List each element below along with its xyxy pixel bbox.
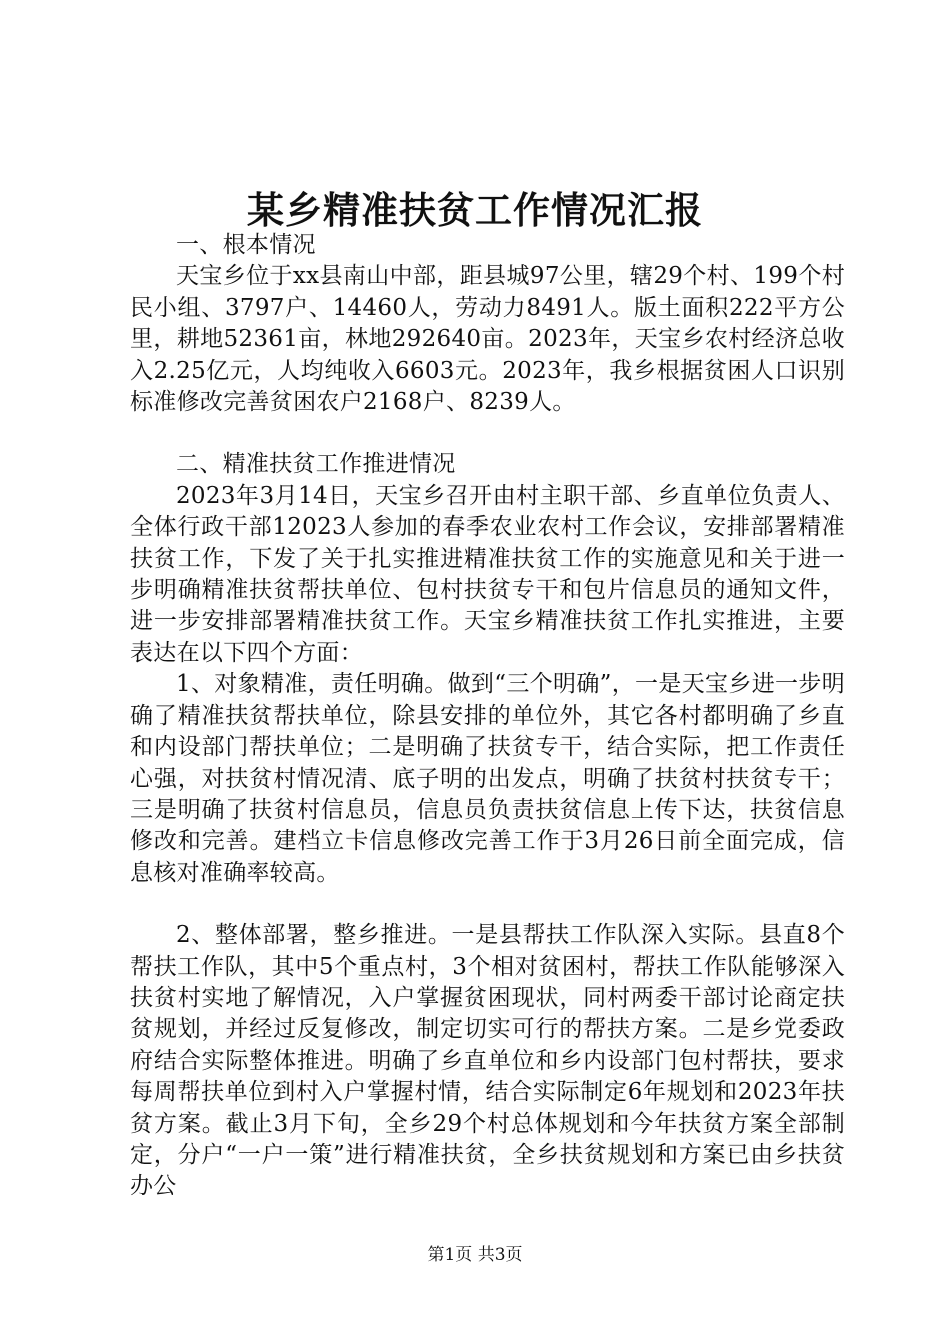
- page-footer: 第1页 共3页: [427, 1245, 523, 1265]
- document-title: 某乡精准扶贫工作情况汇报: [247, 188, 703, 232]
- section-heading-progress: 二、精准扶贫工作推进情况: [176, 451, 456, 478]
- document-body: [130, 230, 845, 1203]
- paragraph-basic-situation: 天宝乡位于xx县南山中部，距县城97公里，辖29个村、199个村民小组、3797户、14460人，劳动力8491人。版土面积222平方公里，耕地52361亩，林地292640亩。2023年，天宝乡农村经济总收入2.25亿元，人均纯收入6603元。2023年，我乡根据贫困人口识别标准修改完善贫困农户2168户、8239人。: [130, 263, 845, 416]
- paragraph-point-1: 1、对象精准，责任明确。做到“三个明确”，一是天宝乡进一步明确了精准扶贫帮扶单位，除县安排的单位外，其它各村都明确了乡直和内设部门帮扶单位；二是明确了扶贫专干，结合实际，把工作责任心强，对扶贫村情况清、底子明的出发点，明确了扶贫村扶贫专干；三是明确了扶贫村信息员，信息员负责扶贫信息上传下达，扶贫信息修改和完善。建档立卡信息修改完善工作于3月26日前全面完成，信息核对准确率较高。: [130, 671, 845, 886]
- paragraph-progress-intro: 2023年3月14日，天宝乡召开由村主职干部、乡直单位负责人、全体行政干部12023人参加的春季农业农村工作会议，安排部署精准扶贫工作，下发了关于扎实推进精准扶贫工作的实施意见和关于进一步明确精准扶贫帮扶单位、包村扶贫专干和包片信息员的通知文件，进一步安排部署精准扶贫工作。天宝乡精准扶贫工作扎实推进，主要表达在以下四个方面：: [130, 482, 845, 666]
- section-heading-basic-situation: 一、根本情况: [176, 232, 316, 258]
- paragraph-point-2: 2、整体部署，整乡推进。一是县帮扶工作队深入实际。县直8个帮扶工作队，其中5个重点村，3个相对贫困村，帮扶工作队能够深入扶贫村实地了解情况，入户掌握贫困现状，同村两委干部讨论商定扶贫规划，并经过反复修改，制定切实可行的帮扶方案。二是乡党委政府结合实际整体推进。明确了乡直单位和乡内设部门包村帮扶，要求每周帮扶单位到村入户掌握村情，结合实际制定6年规划和2023年扶贫方案。截止3月下旬，全乡29个村总体规划和今年扶贫方案全部制定，分户“一户一策”进行精准扶贫，全乡扶贫规划和方案已由乡扶贫办公: [130, 922, 845, 1200]
